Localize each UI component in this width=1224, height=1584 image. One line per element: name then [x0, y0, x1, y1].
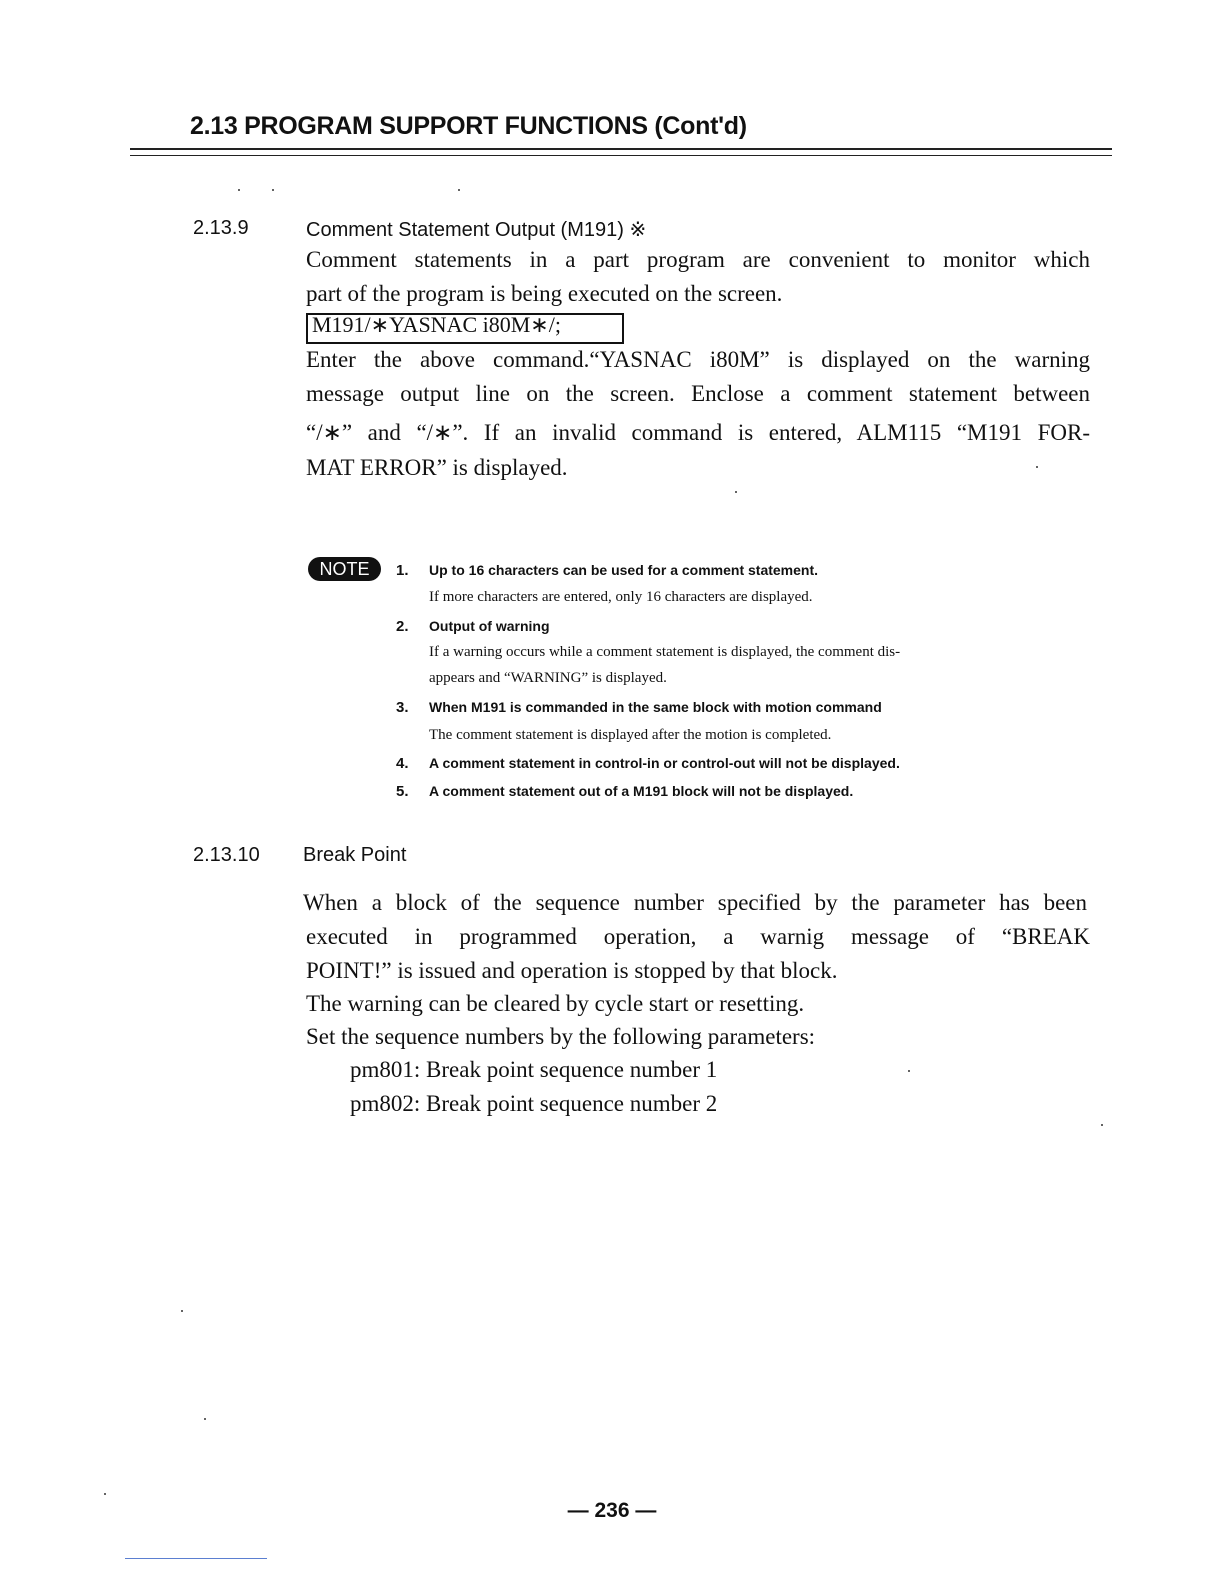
- note-item-heading: A comment statement out of a M191 block will not be displayed.: [429, 783, 854, 799]
- scan-speck: [735, 491, 737, 493]
- note-item-heading: A comment statement in control-in or control-out will not be displayed.: [429, 755, 900, 771]
- paragraph-line: MAT ERROR” is displayed.: [306, 455, 568, 480]
- scan-speck: [908, 1070, 910, 1072]
- scan-speck: [1036, 466, 1038, 468]
- scan-speck: [238, 189, 240, 191]
- page-number: — 236 —: [567, 1499, 657, 1522]
- section-header-title: 2.13 PROGRAM SUPPORT FUNCTIONS (Cont'd): [190, 112, 747, 140]
- parameter-line: pm801: Break point sequence number 1: [350, 1057, 718, 1082]
- header-rule-thin: [130, 155, 1112, 156]
- paragraph-line: The warning can be cleared by cycle start or resetting.: [306, 991, 805, 1016]
- scan-speck: [272, 189, 274, 191]
- section-title: Break Point: [303, 844, 407, 866]
- note-item-body: If a warning occurs while a comment statement is displayed, the comment dis-: [429, 644, 901, 660]
- paragraph-line: part of the program is being executed on the screen.: [306, 281, 783, 306]
- note-item-number: 3.: [396, 699, 409, 716]
- paragraph-line: POINT!” is issued and operation is stopped by that block.: [306, 958, 838, 983]
- note-item-number: 4.: [396, 755, 409, 772]
- paragraph-line: message output line on the screen. Enclose a comment statement between: [306, 381, 1090, 406]
- note-item-body: If more characters are entered, only 16 characters are displayed.: [429, 589, 813, 605]
- paragraph-line: When a block of the sequence number specified by the parameter has been: [303, 890, 1087, 915]
- section-number: 2.13.10: [193, 844, 260, 866]
- note-item-number: 2.: [396, 618, 409, 635]
- note-item-number: 1.: [396, 562, 409, 579]
- section-number: 2.13.9: [193, 217, 249, 239]
- note-badge: NOTE: [308, 557, 381, 581]
- command-text: M191/∗YASNAC i80M∗/;: [312, 312, 561, 337]
- paragraph-line: “/∗” and “/∗”. If an invalid command is entered, ALM115 “M191 FOR-: [306, 420, 1090, 445]
- parameter-line: pm802: Break point sequence number 2: [350, 1091, 718, 1116]
- scan-speck: [458, 189, 460, 191]
- scan-speck: [1101, 1124, 1103, 1126]
- note-item-heading: When M191 is commanded in the same block with motion command: [429, 699, 882, 715]
- bottom-edge-line: [125, 1558, 267, 1559]
- section-title: Comment Statement Output (M191) ※: [306, 219, 647, 241]
- scan-speck: [104, 1493, 106, 1495]
- note-item-heading: Output of warning: [429, 618, 550, 634]
- paragraph-line: Comment statements in a part program are convenient to monitor which: [306, 247, 1090, 272]
- paragraph-line: Enter the above command.“YASNAC i80M” is displayed on the warning: [306, 347, 1090, 372]
- note-item-body: The comment statement is displayed after the motion is completed.: [429, 727, 832, 743]
- paragraph-line: Set the sequence numbers by the following parameters:: [306, 1024, 816, 1049]
- header-rule-thick: [130, 148, 1112, 150]
- note-item-heading: Up to 16 characters can be used for a comment statement.: [429, 562, 819, 578]
- note-item-body: appears and “WARNING” is displayed.: [429, 670, 667, 686]
- note-item-number: 5.: [396, 783, 409, 800]
- paragraph-line: executed in programmed operation, a warnig message of “BREAK: [306, 924, 1090, 949]
- scan-speck: [204, 1418, 206, 1420]
- scan-speck: [181, 1310, 183, 1312]
